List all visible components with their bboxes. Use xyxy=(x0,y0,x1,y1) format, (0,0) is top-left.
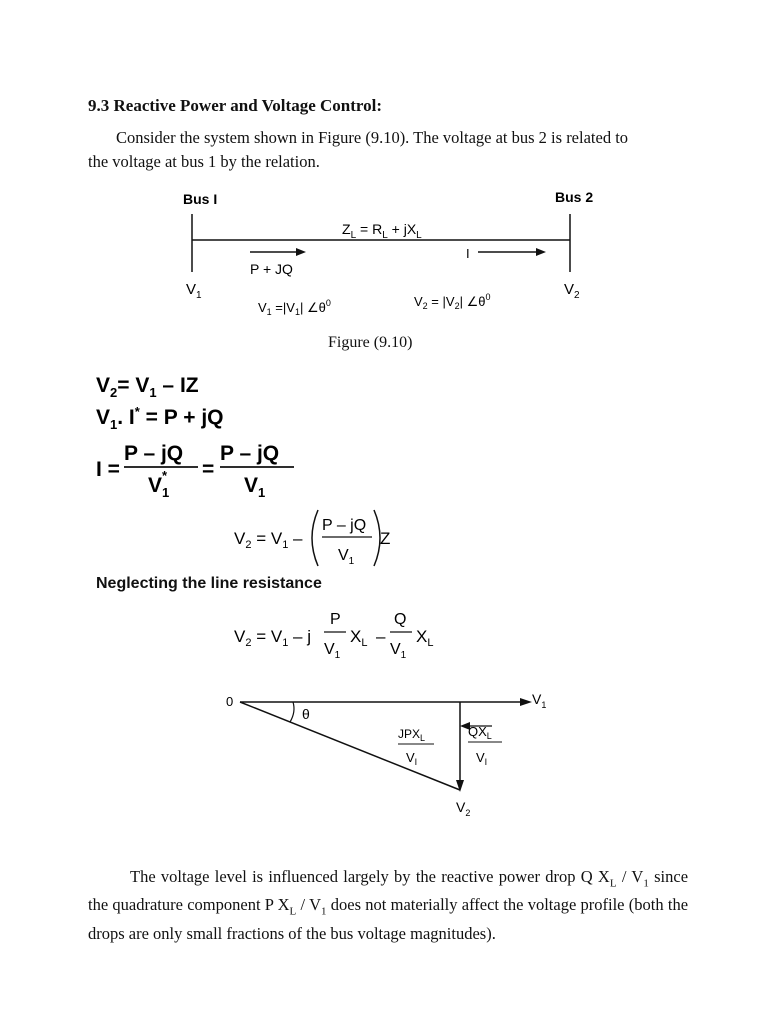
current-arrowhead xyxy=(536,248,546,256)
line-diagram xyxy=(0,180,768,330)
svg-text:P – jQ: P – jQ xyxy=(220,442,280,465)
intro-paragraph xyxy=(88,126,688,174)
intro-line-2: the voltage at bus 1 by the relation. xyxy=(88,152,320,171)
figure-caption: Figure (9.10) xyxy=(328,334,413,351)
equation-current xyxy=(96,440,316,500)
impedance-label: $Z_L = R_L + jX_L$ xyxy=(342,221,422,241)
v2-label: $V_2$ xyxy=(564,281,580,301)
equation-v2-reactive xyxy=(234,606,474,666)
v2-arrowhead xyxy=(456,780,464,792)
svg-text:*: * xyxy=(162,468,168,483)
svg-text:Q: Q xyxy=(394,611,407,628)
intro-line-1: Consider the system shown in Figure (9.10). The voltage at bus 2 is related to xyxy=(116,128,629,147)
jpx-denominator: $V_I$ xyxy=(406,750,418,767)
svg-text:I =: I = xyxy=(96,458,120,481)
svg-text:=: = xyxy=(202,458,215,481)
jpx-numerator: $JPX_L$ xyxy=(398,727,426,743)
v2-phasor xyxy=(240,702,460,790)
svg-text:V2 = V1 – j: $V_2 = V_1 - j$ xyxy=(234,627,311,649)
phasor-diagram xyxy=(0,680,768,830)
equation-v2-expanded xyxy=(234,506,434,570)
equation-power: $V_1$. I* = P + jQ xyxy=(96,404,224,432)
origin-label: 0 xyxy=(226,694,234,709)
svg-text:V1: $V_1$ xyxy=(338,547,355,567)
bus1-label: Bus I xyxy=(183,191,218,207)
neglect-heading: Neglecting the line resistance xyxy=(96,575,322,592)
v1-label: $V_1$ xyxy=(186,281,202,301)
equation-v2-v1 xyxy=(96,368,356,438)
conclusion-paragraph: The voltage level is influenced largely by the reactive power drop Q $X_L / V_1$ since the quadrature component P $X_L / V_1$ does not materially affect the voltage profile (both the drops are only small fractions of the bus voltage magnitudes). xyxy=(88,867,689,943)
svg-text:V2 = V1 –: $V_2 = V_1$ – xyxy=(234,529,303,551)
v2-expression: $V_2 = |V_2|$ $\angle\theta^0$ xyxy=(414,292,491,311)
svg-text:XL: $X_L$ xyxy=(416,627,434,649)
v1-expression: $V_1 =|V_1|$ $\angle\theta^0$ xyxy=(258,298,331,317)
qx-numerator: $QX_L$ xyxy=(468,724,492,741)
power-label: P + JQ xyxy=(250,261,293,277)
svg-text:P – jQ: P – jQ xyxy=(124,442,184,465)
theta-arc xyxy=(290,702,294,722)
power-arrowhead xyxy=(296,248,306,256)
theta-label: θ xyxy=(302,706,310,722)
svg-text:P: P xyxy=(330,611,341,628)
svg-text:V2= V1 – IZ: $V_2= V_1$ – IZ xyxy=(96,374,199,400)
svg-text:V1: $V_1$ xyxy=(324,641,341,661)
current-label: I xyxy=(466,246,470,261)
svg-text:V1: $V_1$ xyxy=(148,474,170,500)
phasor-v1-label: $V_1$ xyxy=(532,691,547,710)
svg-text:–: – xyxy=(376,627,386,646)
svg-text:V1: $V_1$ xyxy=(390,641,407,661)
bus2-label: Bus 2 xyxy=(555,189,594,205)
svg-text:Z: Z xyxy=(380,529,391,548)
v1-arrowhead xyxy=(520,698,532,706)
phasor-v2-label: $V_2$ xyxy=(456,799,471,818)
svg-text:V1: $V_1$ xyxy=(244,474,266,500)
section-heading: 9.3 Reactive Power and Voltage Control: xyxy=(88,96,383,115)
svg-text:P – jQ: P – jQ xyxy=(322,517,367,534)
qx-denominator: $V_I$ xyxy=(476,750,488,767)
svg-text:XL: $X_L$ xyxy=(350,627,368,649)
